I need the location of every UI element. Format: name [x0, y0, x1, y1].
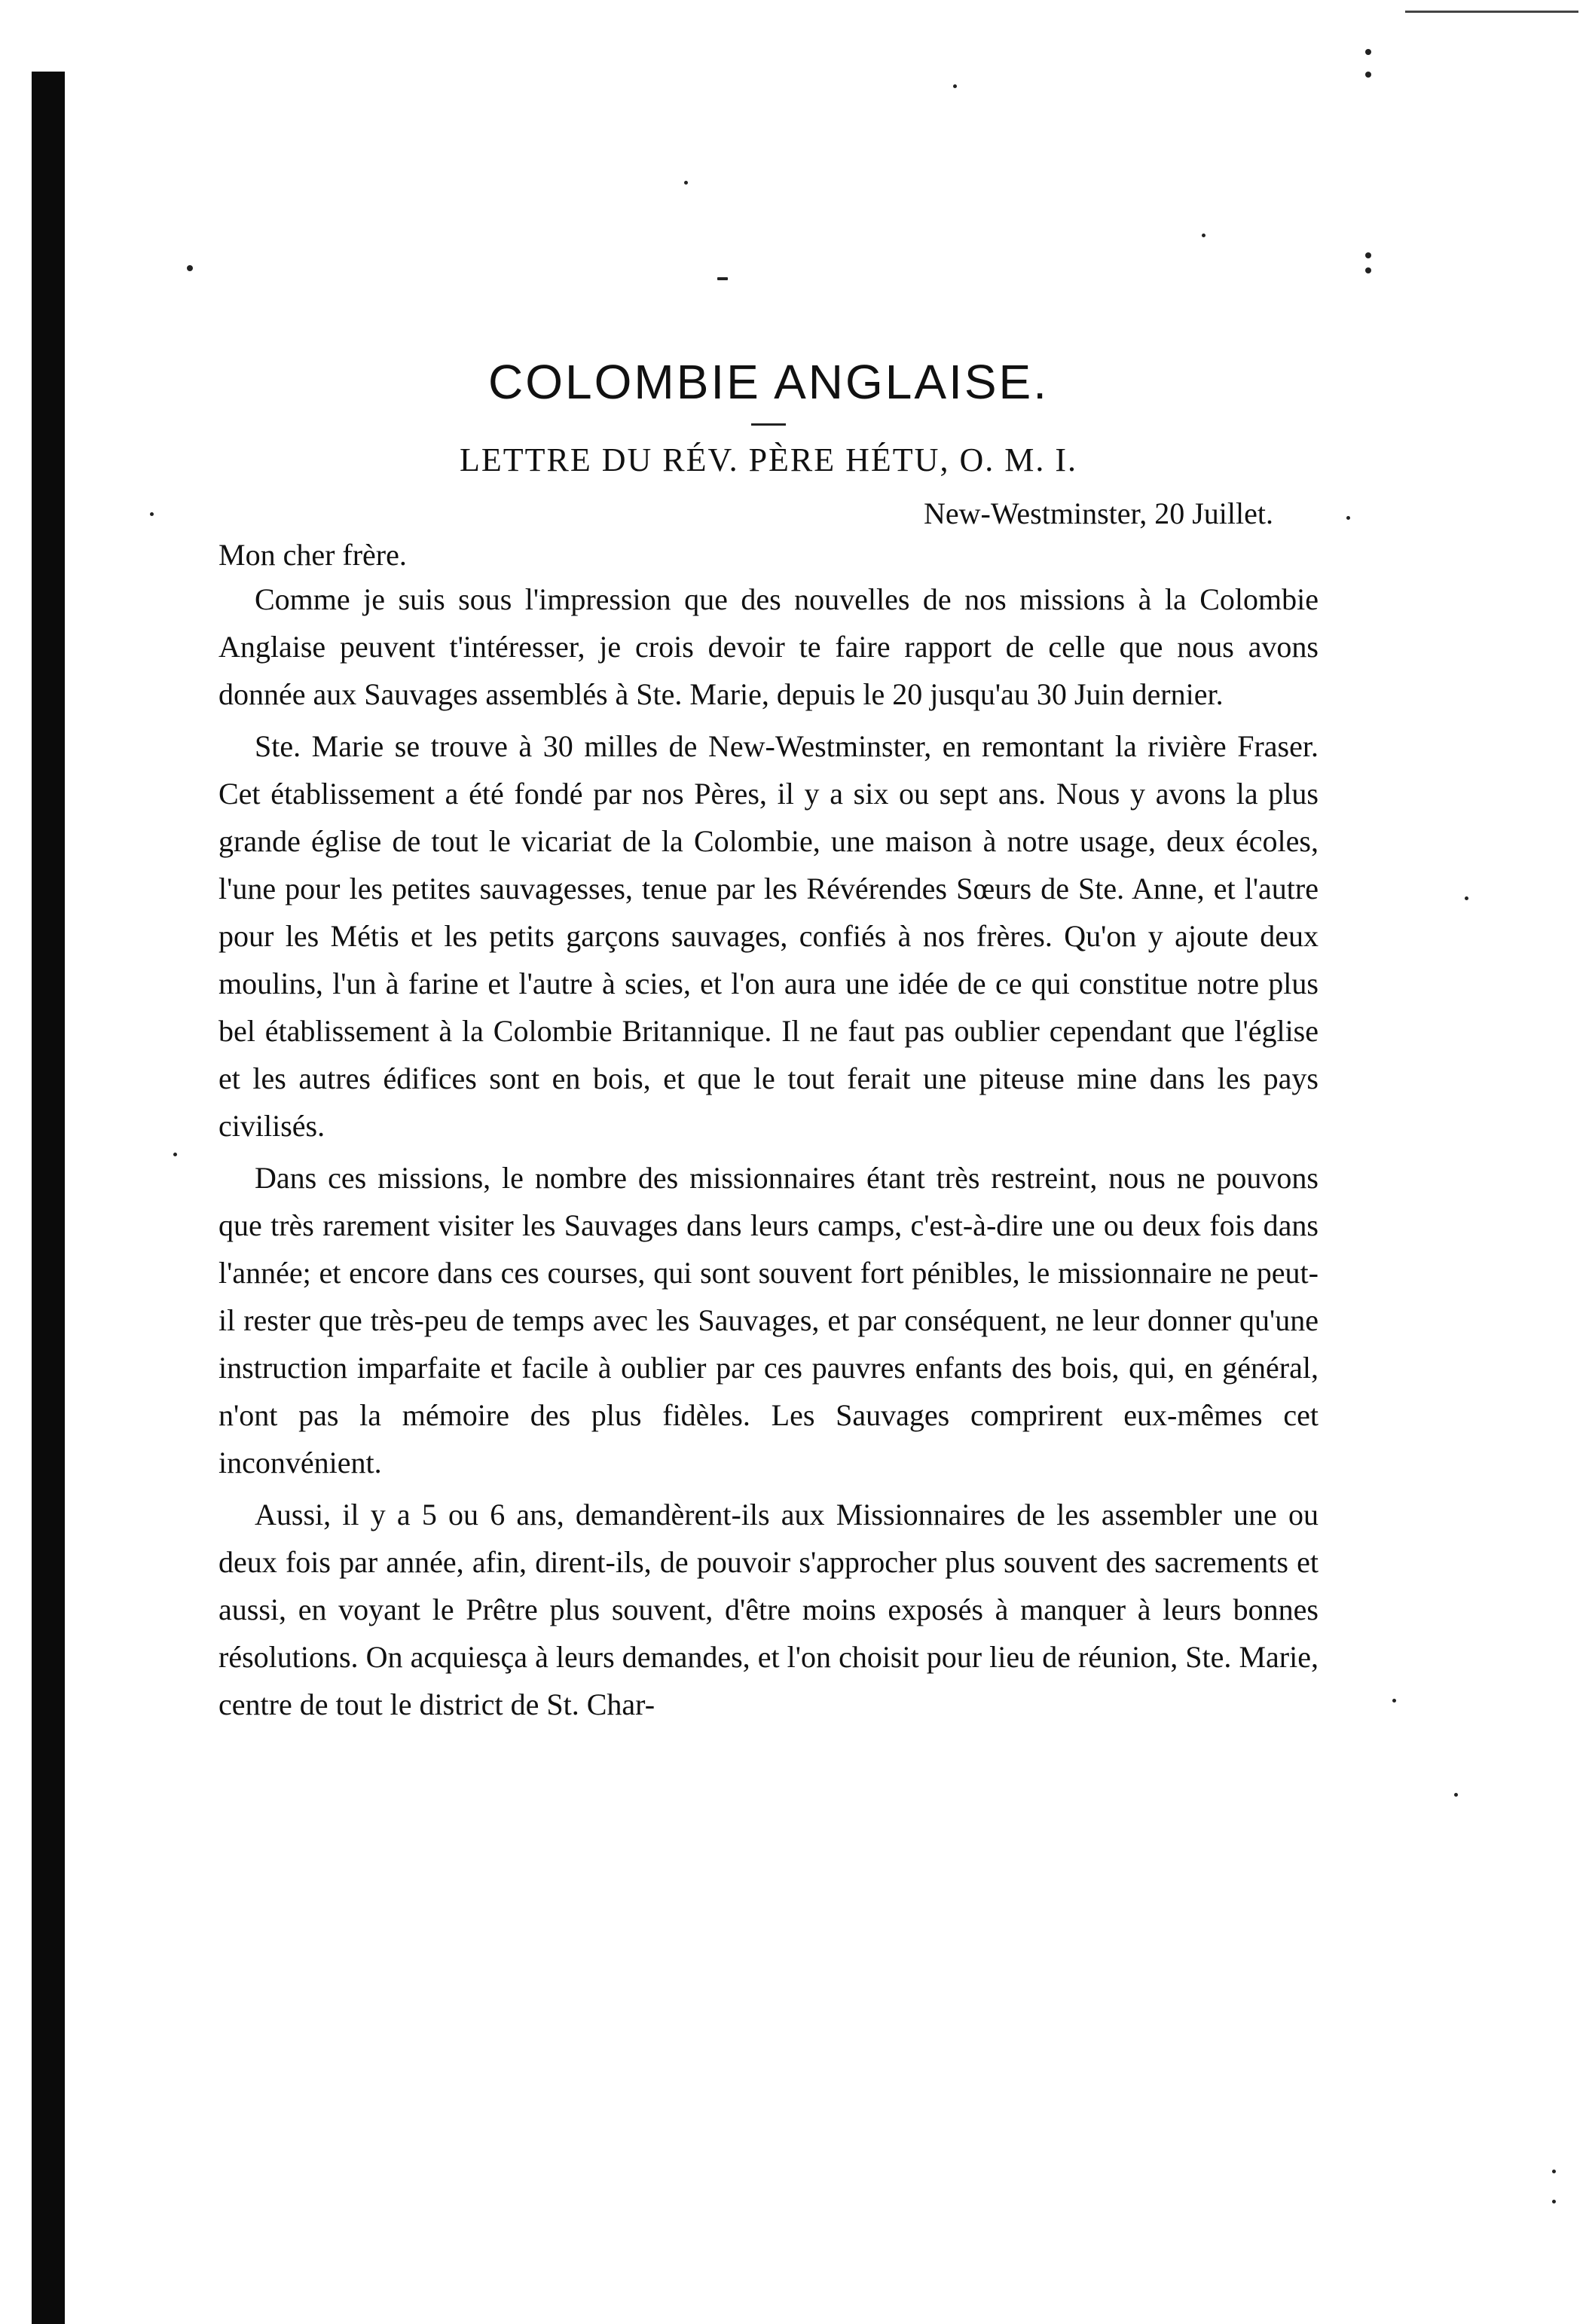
- scan-speck: [1365, 267, 1371, 273]
- scan-speck: [953, 84, 957, 88]
- scan-speck: [1365, 72, 1371, 78]
- scan-speck: [1454, 1793, 1458, 1797]
- scan-speck: [1202, 234, 1206, 237]
- paragraph: Ste. Marie se trouve à 30 milles de New-Westminster, en remontant la rivière Fraser. Cet établissement a été fondé par nos Pères, il y a six ou sept ans. Nous y avons la plus grande église de tout le vicariat de la Colombie, une maison à notre usage, deux écoles, l'une pour les petites sauvagesses, tenue par les Révérendes Sœurs de Ste. Anne, et l'autre pour les Métis et les petits garçons sauvages, confiés à nos frères. Qu'on y ajoute deux moulins, l'un à farine et l'autre à scies, et l'on aura une idée de ce qui constitue notre plus bel établissement à la Colombie Britannique. Il ne faut pas oublier cependant que l'église et les autres édifices sont en bois, et que le tout ferait une piteuse mine dans les pays civilisés.: [218, 729, 1319, 1143]
- scan-speck: [1346, 516, 1350, 520]
- scan-speck: [717, 277, 728, 280]
- letter-place-date: New-Westminster, 20 Juillet.: [924, 496, 1273, 530]
- page-edge-rule: [1405, 11, 1578, 13]
- scan-speck: [1392, 1699, 1396, 1703]
- paragraph: Dans ces missions, le nombre des missionnaires étant très restreint, nous ne pouvons que très rarement visiter les Sauvages dans leurs camps, c'est-à-dire une ou deux fois dans l'année; et encore dans ces courses, qui sont souvent fort pénibles, le missionnaire ne peut-il rester que très-peu de temps avec les Sauvages, et par conséquent, ne leur donner qu'une instruction imparfaite et facile à oublier par ces pauvres enfants des bois, qui, en général, n'ont pas la mémoire des plus fidèles. Les Sauvages comprirent eux-mêmes cet inconvénient.: [218, 1161, 1319, 1480]
- scan-speck: [173, 1153, 177, 1156]
- scan-speck: [1365, 49, 1371, 55]
- title-divider: [751, 423, 786, 426]
- paragraph: Aussi, il y a 5 ou 6 ans, demandèrent-ils aux Missionnaires de les assembler une ou deux fois par année, afin, dirent-ils, de pouvoir s'approcher plus souvent des sacrements et aussi, en voyant le Prêtre plus souvent, d'être moins exposés à manquer à leurs bonnes résolutions. On acquiesça à leurs demandes, et l'on choisit pour lieu de réunion, Ste. Marie, centre de tout le district de St. Char-: [218, 1498, 1319, 1721]
- scan-speck: [1465, 896, 1468, 900]
- page-title: COLOMBIE ANGLAISE.: [488, 355, 1049, 409]
- scan-speck: [1552, 2200, 1556, 2203]
- page-content: [218, 354, 1319, 1733]
- paragraph: Comme je suis sous l'impression que des nouvelles de nos missions à la Colombie Anglaise peuvent t'intéresser, je crois devoir te faire rapport de celle que nous avons donnée aux Sauvages assemblés à Ste. Marie, depuis le 20 jusqu'au 30 Juin dernier.: [218, 582, 1319, 711]
- scan-speck: [684, 181, 688, 185]
- scan-speck: [150, 512, 154, 516]
- scan-speck: [1552, 2170, 1556, 2173]
- letter-salutation: Mon cher frère.: [218, 538, 407, 572]
- scan-speck: [187, 265, 193, 271]
- scan-speck: [1365, 252, 1371, 258]
- letter-heading: LETTRE DU RÉV. PÈRE HÉTU, O. M. I.: [459, 441, 1078, 478]
- binding-shadow: [32, 72, 65, 2324]
